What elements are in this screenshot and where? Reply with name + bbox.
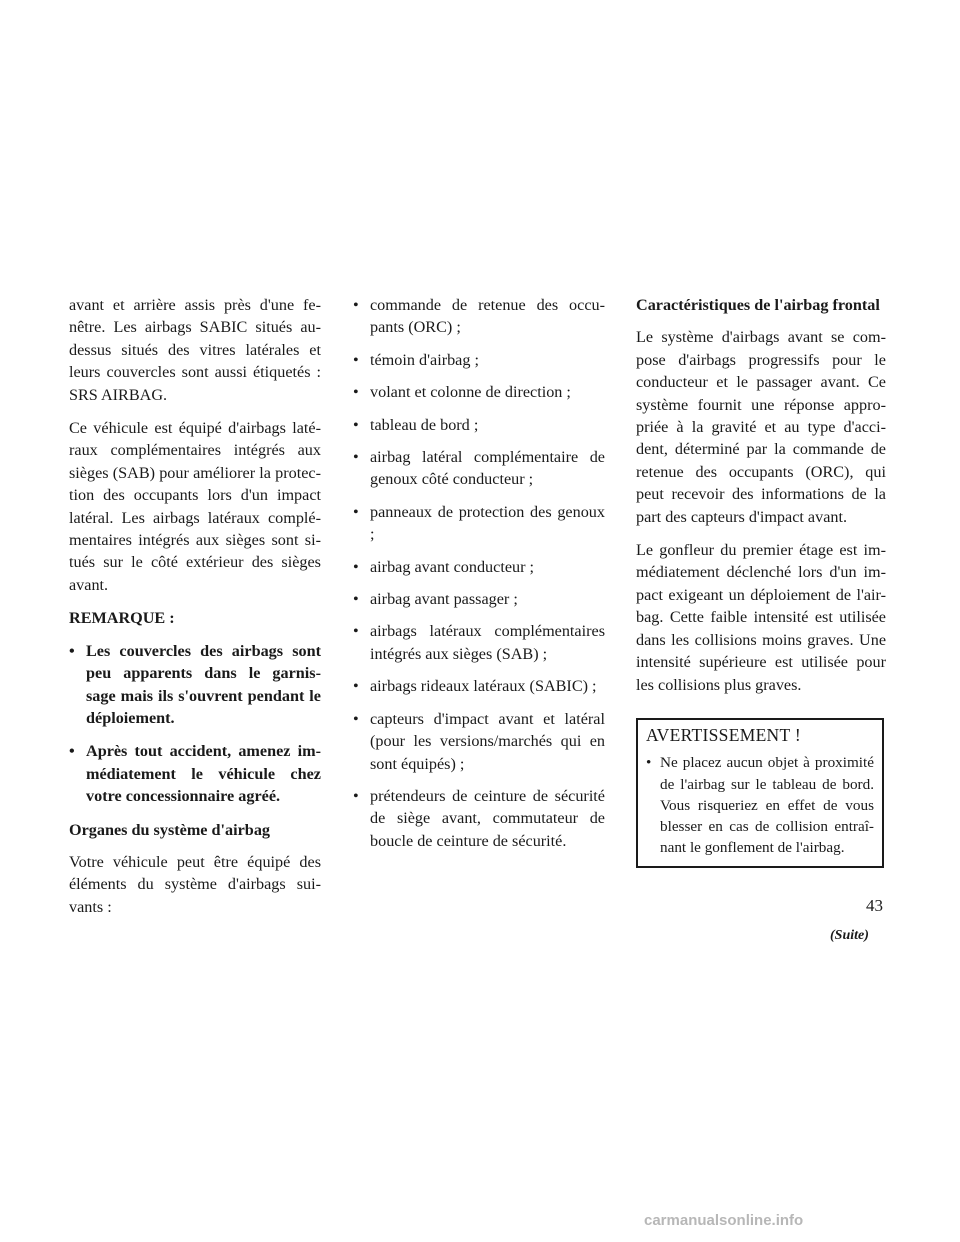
bullet-icon: •: [353, 677, 359, 696]
paragraph-components: Votre véhicule peut être équipé des éléments du système d'airbags sui- vants :: [69, 852, 321, 916]
watermark-footer: carmanualsonline.info: [644, 1212, 804, 1229]
column-left: [69, 294, 321, 929]
paragraph-sab: Ce véhicule est équipé d'airbags laté- raux complémentaires intégrés aux sièges (SAB) pour améliorer la protec- tion des occupants lors d'un impact latéral. Les airbags latéraux complé- mentaires intégrés aux sièges sont si- tués sur le côté extérieur des sièges avant.: [69, 419, 321, 594]
remarque-list: [69, 640, 321, 808]
list-item: • airbag latéral complémentaire de genoux côté conducteur ;: [353, 448, 605, 489]
list-item: • Après tout accident, amenez im- médiatement le véhicule chez votre concessionnaire agréé.: [69, 742, 321, 806]
list-item: • capteurs d'impact avant et latéral (pour les versions/marchés qui en sont équipés) ;: [353, 709, 605, 773]
list-item: • airbag avant passager ;: [353, 588, 605, 610]
list-item: • témoin d'airbag ;: [353, 349, 605, 371]
list-item: • volant et colonne de direction ;: [353, 381, 605, 403]
bullet-icon: •: [353, 502, 359, 521]
bullet-icon: •: [69, 641, 75, 660]
list-item: • commande de retenue des occu- pants (ORC) ;: [353, 296, 605, 337]
paragraph-gonfleur: Le gonfleur du premier étage est im- médiatement déclenché lors d'un im- pact exigeant un déploiement de l'air- bag. Cette faible intensité est utilisée dans les collisions moins graves. Une intensité supérieure est utilisée pour les collisions plus graves.: [636, 541, 886, 694]
section-heading: Organes du système d'airbag: [69, 820, 271, 839]
section-heading: Caractéristiques de l'airbag frontal: [636, 296, 880, 314]
bullet-icon: •: [353, 296, 359, 314]
bullet-icon: •: [353, 415, 359, 434]
list-item: • airbags latéraux complémentaires intégrés aux sièges (SAB) ;: [353, 622, 605, 663]
bullet-icon: •: [353, 709, 359, 728]
warning-title: AVERTISSEMENT !: [646, 724, 801, 745]
remarque-label: REMARQUE :: [69, 609, 175, 628]
bullet-icon: •: [353, 622, 359, 641]
bullet-icon: •: [353, 448, 359, 467]
bullet-icon: •: [353, 590, 359, 609]
list-item: • tableau de bord ;: [353, 414, 605, 436]
warning-text: • Ne placez aucun objet à proximité de l'airbag sur le tableau de bord. Vous risqueriez en effet de vous blesser en cas de collision entraî- nant le gonflement de l'airbag.: [646, 754, 874, 857]
list-item: • prétendeurs de ceinture de sécurité de siège avant, commutateur de boucle de ceinture de sécurité.: [353, 786, 605, 850]
list-item: • panneaux de protection des genoux ;: [353, 502, 605, 544]
column-middle: [353, 294, 605, 863]
bullet-icon: •: [353, 557, 359, 576]
page-number: 43: [866, 896, 883, 915]
bullet-icon: •: [353, 350, 359, 369]
components-list: [353, 294, 605, 852]
bullet-icon: •: [353, 383, 359, 402]
paragraph-intro: avant et arrière assis près d'une fe- nêtre. Les airbags SABIC situés au- dessus situés des vitres latérales et leurs couvercles sont aussi étiquetés : SRS AIRBAG.: [69, 296, 321, 404]
bullet-icon: •: [69, 742, 75, 761]
bullet-icon: •: [353, 786, 359, 805]
list-item: • Les couvercles des airbags sont peu apparents dans le garnis- sage mais ils s'ouvrent pendant le déploiement.: [69, 641, 321, 727]
bullet-icon: •: [646, 754, 652, 772]
warning-box: [636, 718, 884, 868]
list-item: • airbags rideaux latéraux (SABIC) ;: [353, 675, 605, 697]
continued-label: (Suite): [830, 928, 869, 943]
column-right: [636, 294, 886, 868]
paragraph-frontal: Le système d'airbags avant se com- pose d'airbags progressifs pour le conducteur et le passager avant. Ce système fournit une réponse appro- priée à la gravité et au type d'acci- dent, déterminé par la commande de retenue des occupants (ORC), qui peut recevoir des informations de la part des capteurs d'impact avant.: [636, 328, 886, 526]
list-item: • airbag avant conducteur ;: [353, 556, 605, 578]
